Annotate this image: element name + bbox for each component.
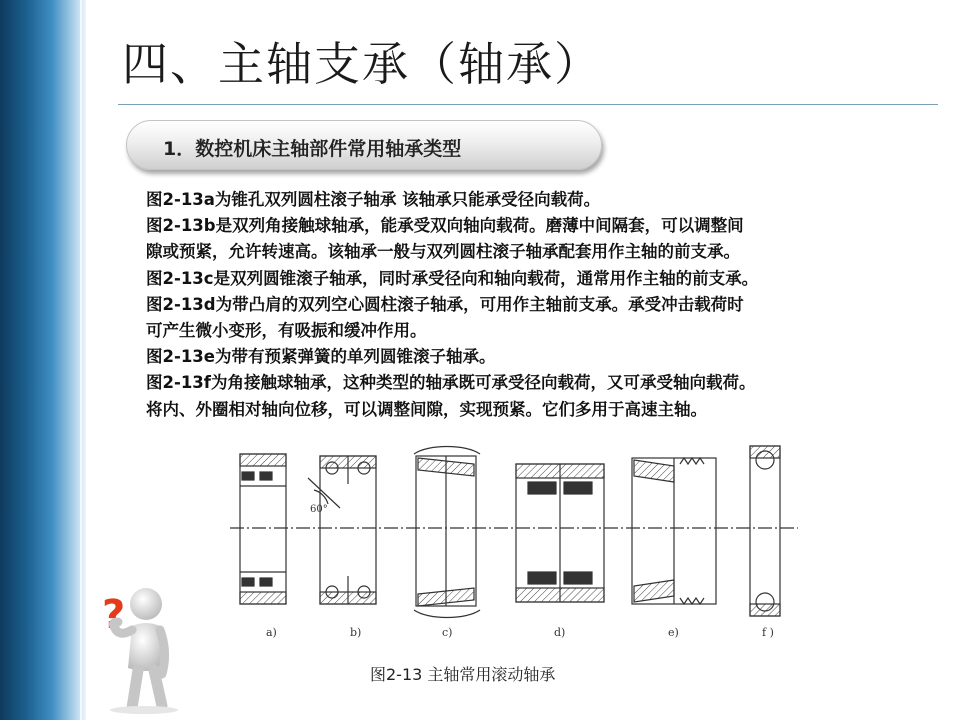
figure-label-a: a) bbox=[266, 626, 277, 639]
body-line-6: 可产生微小变形，有吸振和缓冲作用。 bbox=[146, 321, 427, 341]
bearing-figure bbox=[228, 434, 798, 644]
slide-title: 四、主轴支承（轴承） bbox=[122, 37, 602, 91]
figure-label-e: e) bbox=[668, 626, 679, 639]
svg-text:?: ? bbox=[102, 592, 126, 638]
body-line-1: 图2-13a为锥孔双列圆柱滚子轴承 该轴承只能承受径向载荷。 bbox=[146, 190, 601, 209]
figure-label-c: c) bbox=[442, 626, 453, 639]
body-text bbox=[146, 187, 936, 423]
title-divider bbox=[118, 104, 938, 105]
bearing-b-drawing bbox=[308, 456, 376, 604]
left-decor-bar bbox=[0, 0, 86, 720]
body-line-7: 图2-13e为带有预紧弹簧的单列圆锥滚子轴承。 bbox=[146, 347, 496, 367]
bearing-e-drawing bbox=[632, 458, 716, 604]
subtitle-text: 1．数控机床主轴部件常用轴承类型 bbox=[163, 138, 462, 160]
bearing-f-drawing bbox=[750, 446, 780, 616]
bearing-c-drawing bbox=[414, 447, 480, 618]
body-line-2: 图2-13b是双列角接触球轴承，能承受双向轴向载荷。磨薄中间隔套，可以调整间 bbox=[146, 216, 744, 236]
left-decor-line bbox=[80, 0, 82, 720]
body-line-5: 图2-13d为带凸肩的双列空心圆柱滚子轴承，可用作主轴前支承。承受冲击载荷时 bbox=[146, 294, 744, 314]
figure-label-f: f ) bbox=[762, 626, 774, 639]
figure-label-b: b) bbox=[350, 626, 362, 639]
body-line-9: 将内、外圈相对轴向位移，可以调整间隙，实现预紧。它们多用于高速主轴。 bbox=[146, 399, 707, 419]
figure-caption: 图2-13 主轴常用滚动轴承 bbox=[370, 665, 556, 684]
person-figure-icon bbox=[98, 582, 186, 716]
bearing-d-drawing bbox=[516, 464, 604, 602]
body-line-3: 隙或预紧，允许转速高。该轴承一般与双列圆柱滚子轴承配套用作主轴的前支承。 bbox=[146, 242, 740, 262]
bearing-a-drawing bbox=[240, 454, 286, 604]
figure-label-d: d) bbox=[554, 626, 566, 639]
body-line-4: 图2-13c是双列圆锥滚子轴承，同时承受径向和轴向载荷，通常用作主轴的前支承。 bbox=[146, 268, 759, 288]
subtitle-banner bbox=[126, 120, 602, 170]
body-line-8: 图2-13f为角接触球轴承，这种类型的轴承既可承受径向载荷，又可承受轴向载荷。 bbox=[146, 373, 756, 393]
angle-label: 60° bbox=[310, 504, 328, 515]
